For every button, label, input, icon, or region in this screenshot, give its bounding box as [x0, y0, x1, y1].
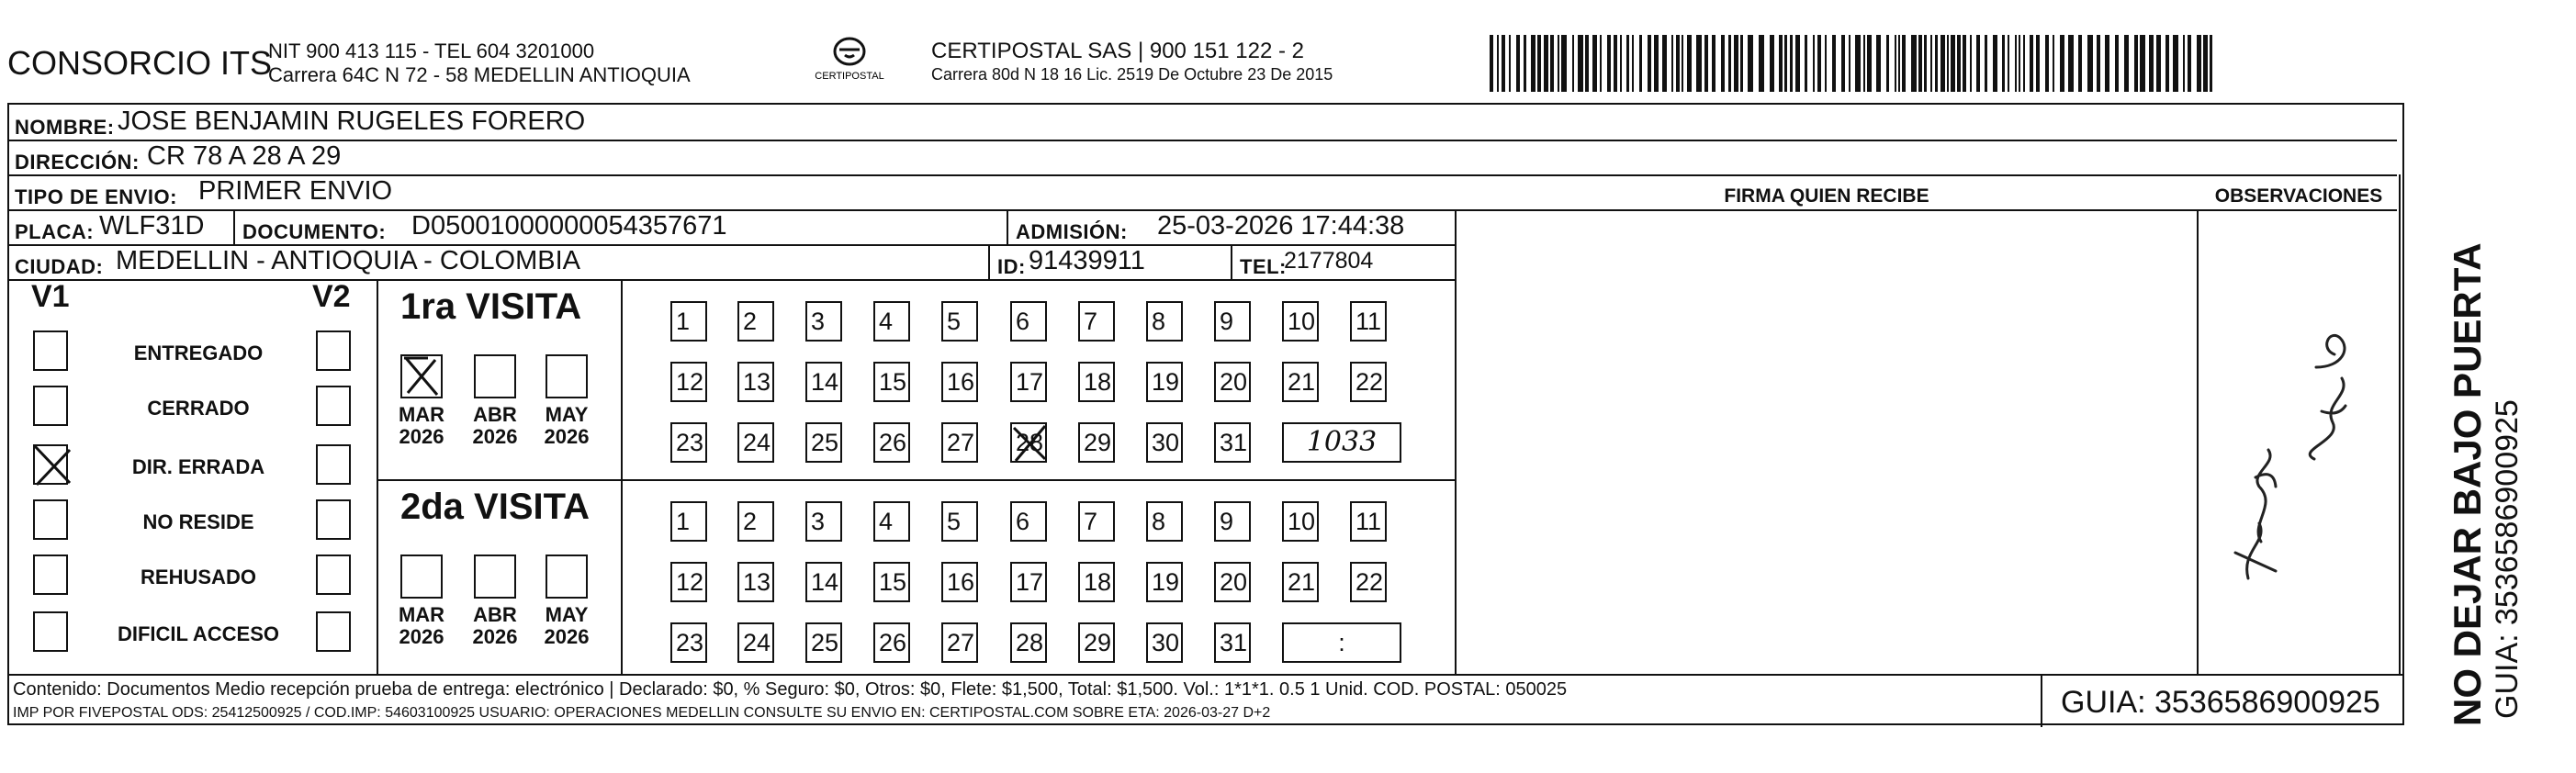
barcode-bar — [1490, 35, 1493, 92]
day-box[interactable]: 22 — [1350, 562, 1387, 602]
barcode-bar — [2008, 35, 2009, 92]
barcode-bar — [1676, 35, 1680, 92]
documento-value: D05001000000054357671 — [411, 211, 727, 241]
day-box[interactable]: 24 — [737, 622, 774, 663]
status-option: CERRADO — [147, 397, 250, 420]
day-box[interactable]: 21 — [1282, 362, 1319, 402]
barcode-bar — [2165, 35, 2169, 92]
month-name: ABR — [473, 603, 517, 626]
day-box[interactable]: 25 — [805, 422, 842, 463]
barcode-bar — [2210, 35, 2212, 92]
barcode-bar — [1740, 35, 1743, 92]
month-label — [536, 604, 597, 648]
month-year: 2026 — [472, 625, 518, 648]
barcode-bar — [1728, 35, 1731, 92]
barcode-bar — [1502, 35, 1505, 92]
day-box[interactable]: 6 — [1010, 301, 1047, 342]
month-name: MAY — [545, 403, 589, 426]
barcode-bar — [1704, 35, 1708, 92]
barcode-bar — [1993, 35, 1997, 92]
month-label — [391, 404, 452, 448]
barcode-bar — [2203, 35, 2208, 92]
month-label — [536, 404, 597, 448]
barcode-bar — [1976, 35, 1980, 92]
day-box[interactable]: 21 — [1282, 562, 1319, 602]
month-label — [465, 404, 525, 448]
barcode-bar — [1572, 35, 1574, 92]
company-nit: NIT 900 413 115 - TEL 604 3201000 — [268, 39, 595, 62]
barcode-bar — [2197, 35, 2201, 92]
month-year: 2026 — [399, 625, 444, 648]
barcode-bar — [1813, 35, 1815, 92]
day-box[interactable]: 10 — [1282, 501, 1319, 542]
v1-header: V1 — [31, 279, 70, 314]
firma-header: FIRMA QUIEN RECIBE — [1724, 185, 1929, 207]
placa-label: PLACA: — [15, 220, 95, 243]
company-name: CONSORCIO ITS — [7, 44, 273, 82]
day-box[interactable]: 1 — [670, 501, 707, 542]
barcode-bar — [2030, 35, 2033, 92]
barcode-bar — [1671, 35, 1673, 92]
day-box[interactable]: 11 — [1350, 301, 1387, 342]
barcode-bar — [2002, 35, 2005, 92]
ciudad-label: CIUDAD: — [15, 255, 104, 278]
barcode-bar — [2149, 35, 2154, 92]
barcode-bar — [1924, 35, 1927, 92]
barcode-bar — [1632, 35, 1634, 92]
day-box[interactable]: 10 — [1282, 301, 1319, 342]
day-box[interactable]: 2 — [737, 501, 774, 542]
month-checkbox-checked[interactable] — [400, 354, 443, 398]
month-label — [465, 604, 525, 648]
barcode-bar — [2156, 35, 2161, 92]
day-box[interactable]: 14 — [805, 362, 842, 402]
barcode-bar — [1516, 35, 1520, 92]
barcode-bar — [2060, 35, 2064, 92]
barcode-bar — [1550, 35, 1554, 92]
v1-checkbox[interactable] — [33, 499, 68, 540]
side-note — [2446, 242, 2525, 726]
barcode-bar — [2183, 35, 2185, 92]
barcode-bar — [1585, 35, 1589, 92]
barcode-bar — [1957, 35, 1961, 92]
barcode-bar — [1795, 35, 1800, 92]
month-year: 2026 — [544, 625, 590, 648]
day-box[interactable]: 2 — [737, 301, 774, 342]
day-box[interactable]: 13 — [737, 562, 774, 602]
time-box[interactable]: : — [1282, 622, 1401, 663]
barcode-bar — [1759, 35, 1764, 92]
month-label — [391, 604, 452, 648]
v2-checkbox[interactable] — [316, 330, 351, 371]
v1-checkbox[interactable] — [33, 555, 68, 595]
barcode-bar — [1841, 35, 1845, 92]
status-option: DIFICIL ACCESO — [117, 622, 279, 645]
no-dejar-note: NO DEJAR BAJO PUERTA — [2446, 242, 2489, 726]
day-box[interactable]: 13 — [737, 362, 774, 402]
barcode-bar — [1886, 35, 1889, 92]
day-box-checked[interactable]: 28 — [1010, 422, 1047, 463]
barcode-bar — [1918, 35, 1922, 92]
barcode-bar — [2068, 35, 2074, 92]
day-box[interactable]: 29 — [1078, 422, 1115, 463]
handwritten-observation — [2213, 312, 2379, 588]
day-box[interactable]: 1 — [670, 301, 707, 342]
barcode-bar — [1537, 35, 1541, 92]
barcode-bar — [2115, 35, 2119, 92]
day-box[interactable]: 3 — [805, 301, 842, 342]
day-box[interactable]: 30 — [1146, 622, 1183, 663]
content-line: Contenido: Documentos Medio recepción prueba de entrega: electrónico | Declarado: $0, % Seguro: $0, Otros: $0, Flete: $1,500, Total: $1,500. Vol.: 1*1*1. 0.5 1 Unid. COD. POSTAL: 050025 — [13, 679, 1568, 700]
month-checkbox[interactable] — [546, 354, 588, 398]
barcode-bar — [1784, 35, 1787, 92]
barcode-bar — [2078, 35, 2082, 92]
day-box[interactable]: 6 — [1010, 501, 1047, 542]
barcode-bar — [1770, 35, 1774, 92]
barcode-bar — [1876, 35, 1881, 92]
barcode-bar — [2105, 35, 2109, 92]
nombre-value: JOSE BENJAMIN RUGELES FORERO — [118, 106, 586, 136]
barcode-bar — [1935, 35, 1938, 92]
barcode-bar — [1626, 35, 1629, 92]
day-box[interactable]: 9 — [1214, 301, 1251, 342]
barcode-bar — [2097, 35, 2100, 92]
day-box[interactable]: 7 — [1078, 501, 1115, 542]
month-checkbox[interactable] — [474, 555, 516, 599]
placa-value: WLF31D — [99, 211, 205, 241]
day-box[interactable]: 14 — [805, 562, 842, 602]
day-box[interactable]: 8 — [1146, 301, 1183, 342]
month-name: MAR — [398, 603, 445, 626]
carrier-address: Carrera 80d N 18 16 Lic. 2519 De Octubre 23 De 2015 — [931, 65, 1333, 84]
barcode-bar — [1963, 35, 1966, 92]
day-box[interactable]: 9 — [1214, 501, 1251, 542]
month-checkbox[interactable] — [474, 354, 516, 398]
barcode-bar — [1779, 35, 1783, 92]
barcode-bar — [2173, 35, 2178, 92]
barcode-bar — [2188, 35, 2191, 92]
v2-header: V2 — [312, 279, 351, 314]
id-value: 91439911 — [1029, 246, 1145, 275]
barcode-bar — [1805, 35, 1807, 92]
tipo-envio-value: PRIMER ENVIO — [198, 176, 393, 206]
day-box[interactable]: 4 — [873, 501, 910, 542]
barcode-bar — [1970, 35, 1972, 92]
day-box[interactable]: 31 — [1214, 422, 1251, 463]
barcode-bar — [1662, 35, 1667, 92]
barcode-bar — [2087, 35, 2093, 92]
barcode-bar — [2036, 35, 2040, 92]
barcode-bar — [2124, 35, 2129, 92]
barcode-bar — [1902, 35, 1906, 92]
visit1-title: 1ra VISITA — [400, 286, 582, 327]
day-box[interactable]: 24 — [737, 422, 774, 463]
admision-value: 25-03-2026 17:44:38 — [1157, 211, 1405, 241]
barcode-bar — [1648, 35, 1651, 92]
barcode-bar — [1825, 35, 1827, 92]
admision-label: ADMISIÓN: — [1016, 220, 1128, 243]
v1-checkbox[interactable] — [33, 611, 68, 652]
day-box[interactable]: 18 — [1078, 362, 1115, 402]
day-box[interactable]: 8 — [1146, 501, 1183, 542]
barcode — [1490, 35, 2222, 92]
tipo-envio-label: TIPO DE ENVIO: — [15, 185, 177, 208]
v1-checkbox-checked[interactable] — [33, 444, 68, 485]
barcode-bar — [1696, 35, 1702, 92]
day-box[interactable]: 25 — [805, 622, 842, 663]
print-line: IMP POR FIVEPOSTAL ODS: 25412500925 / COD.IMP: 54603100925 USUARIO: OPERACIONES MEDELLIN CONSULTE SU ENVIO EN: CERTIPOSTAL.COM SOBRE ETA: 2026-03-27 D+2 — [13, 705, 1271, 721]
day-box[interactable]: 15 — [873, 362, 910, 402]
status-option: DIR. ERRADA — [131, 455, 265, 478]
carrier-info: CERTIPOSTAL SAS | 900 151 122 - 2 — [931, 39, 1304, 63]
status-option: ENTREGADO — [133, 342, 264, 364]
barcode-bar — [2134, 35, 2138, 92]
day-box[interactable]: 15 — [873, 562, 910, 602]
barcode-bar — [1898, 35, 1900, 92]
status-option: NO RESIDE — [142, 510, 254, 533]
day-box[interactable]: 16 — [941, 562, 978, 602]
day-box[interactable]: 23 — [670, 622, 707, 663]
barcode-bar — [1524, 35, 1526, 92]
day-box[interactable]: 27 — [941, 422, 978, 463]
barcode-bar — [1721, 35, 1725, 92]
barcode-bar — [2140, 35, 2145, 92]
barcode-bar — [1895, 35, 1896, 92]
documento-label: DOCUMENTO: — [242, 220, 387, 243]
barcode-bar — [2019, 35, 2020, 92]
ciudad-value: MEDELLIN - ANTIOQUIA - COLOMBIA — [116, 246, 580, 275]
delivery-form — [7, 103, 2404, 725]
day-box[interactable]: 26 — [873, 622, 910, 663]
day-box[interactable]: 18 — [1078, 562, 1115, 602]
barcode-bar — [1561, 35, 1567, 92]
barcode-bar — [2053, 35, 2054, 92]
day-box[interactable]: 11 — [1350, 501, 1387, 542]
barcode-bar — [1951, 35, 1955, 92]
guia-footer: GUIA: 3536586900925 — [2061, 685, 2380, 720]
direccion-value: CR 78 A 28 A 29 — [147, 141, 342, 171]
v2-checkbox[interactable] — [316, 386, 351, 426]
day-box[interactable]: 17 — [1010, 562, 1047, 602]
v2-checkbox[interactable] — [316, 499, 351, 540]
barcode-bar — [1849, 35, 1850, 92]
barcode-bar — [1620, 35, 1622, 92]
v2-checkbox[interactable] — [316, 444, 351, 485]
barcode-bar — [1509, 35, 1511, 92]
day-box[interactable]: 26 — [873, 422, 910, 463]
barcode-bar — [1497, 35, 1499, 92]
barcode-bar — [1578, 35, 1583, 92]
barcode-bar — [1930, 35, 1932, 92]
barcode-bar — [1592, 35, 1597, 92]
id-label: ID: — [997, 255, 1026, 278]
tel-label: TEL: — [1240, 255, 1287, 278]
day-box[interactable]: 27 — [941, 622, 978, 663]
visit2-title: 2da VISITA — [400, 487, 590, 527]
nombre-label: NOMBRE: — [15, 116, 115, 139]
barcode-bar — [1863, 35, 1865, 92]
barcode-bar — [1654, 35, 1659, 92]
barcode-bar — [1985, 35, 1987, 92]
barcode-bar — [1682, 35, 1683, 92]
barcode-bar — [1531, 35, 1535, 92]
company-address: Carrera 64C N 72 - 58 MEDELLIN ANTIOQUIA — [268, 63, 691, 86]
month-year: 2026 — [544, 425, 590, 448]
day-box[interactable]: 5 — [941, 501, 978, 542]
day-box[interactable]: 12 — [670, 362, 707, 402]
day-box[interactable]: 28 — [1010, 622, 1047, 663]
barcode-bar — [1911, 35, 1917, 92]
barcode-bar — [2015, 35, 2017, 92]
barcode-bar — [1687, 35, 1692, 92]
barcode-bar — [1600, 35, 1602, 92]
day-box[interactable]: 22 — [1350, 362, 1387, 402]
barcode-bar — [1614, 35, 1617, 92]
barcode-bar — [2023, 35, 2025, 92]
barcode-bar — [1639, 35, 1642, 92]
v2-checkbox[interactable] — [316, 611, 351, 652]
day-box[interactable]: 12 — [670, 562, 707, 602]
day-box[interactable]: 7 — [1078, 301, 1115, 342]
month-name: MAY — [545, 603, 589, 626]
direccion-label: DIRECCIÓN: — [15, 151, 140, 174]
day-box[interactable]: 29 — [1078, 622, 1115, 663]
day-box[interactable]: 5 — [941, 301, 978, 342]
day-box[interactable]: 23 — [670, 422, 707, 463]
day-box[interactable]: 16 — [941, 362, 978, 402]
observaciones-header: OBSERVACIONES — [2214, 185, 2383, 207]
day-box[interactable]: 17 — [1010, 362, 1047, 402]
guia-side: GUIA: 3536586900925 — [2490, 399, 2525, 719]
barcode-bar — [1712, 35, 1715, 92]
barcode-bar — [1855, 35, 1861, 92]
barcode-bar — [1607, 35, 1611, 92]
barcode-bar — [1734, 35, 1738, 92]
barcode-bar — [1544, 35, 1548, 92]
barcode-bar — [1867, 35, 1872, 92]
day-box[interactable]: 30 — [1146, 422, 1183, 463]
barcode-bar — [2045, 35, 2049, 92]
time-box[interactable]: 1033 — [1282, 422, 1401, 463]
svg-text:CERTIPOSTAL: CERTIPOSTAL — [815, 71, 884, 82]
day-box[interactable]: 19 — [1146, 562, 1183, 602]
month-checkbox[interactable] — [546, 555, 588, 599]
barcode-bar — [1790, 35, 1793, 92]
v2-checkbox[interactable] — [316, 555, 351, 595]
barcode-bar — [1748, 35, 1753, 92]
v1-checkbox[interactable] — [33, 386, 68, 426]
month-year: 2026 — [399, 425, 444, 448]
barcode-bar — [1832, 35, 1836, 92]
barcode-bar — [1940, 35, 1945, 92]
month-name: MAR — [398, 403, 445, 426]
v1-checkbox[interactable] — [33, 330, 68, 371]
day-box[interactable]: 31 — [1214, 622, 1251, 663]
certipostal-logo — [799, 35, 900, 90]
barcode-bar — [1817, 35, 1821, 92]
day-box[interactable]: 20 — [1214, 362, 1251, 402]
status-option: REHUSADO — [141, 566, 256, 588]
month-name: ABR — [473, 403, 517, 426]
barcode-bar — [1558, 35, 1559, 92]
day-box[interactable]: 20 — [1214, 562, 1251, 602]
day-box[interactable]: 19 — [1146, 362, 1183, 402]
tel-value: 2177804 — [1284, 248, 1374, 274]
day-box[interactable]: 4 — [873, 301, 910, 342]
month-year: 2026 — [472, 425, 518, 448]
barcode-bar — [1947, 35, 1949, 92]
day-box[interactable]: 3 — [805, 501, 842, 542]
month-checkbox[interactable] — [400, 555, 443, 599]
